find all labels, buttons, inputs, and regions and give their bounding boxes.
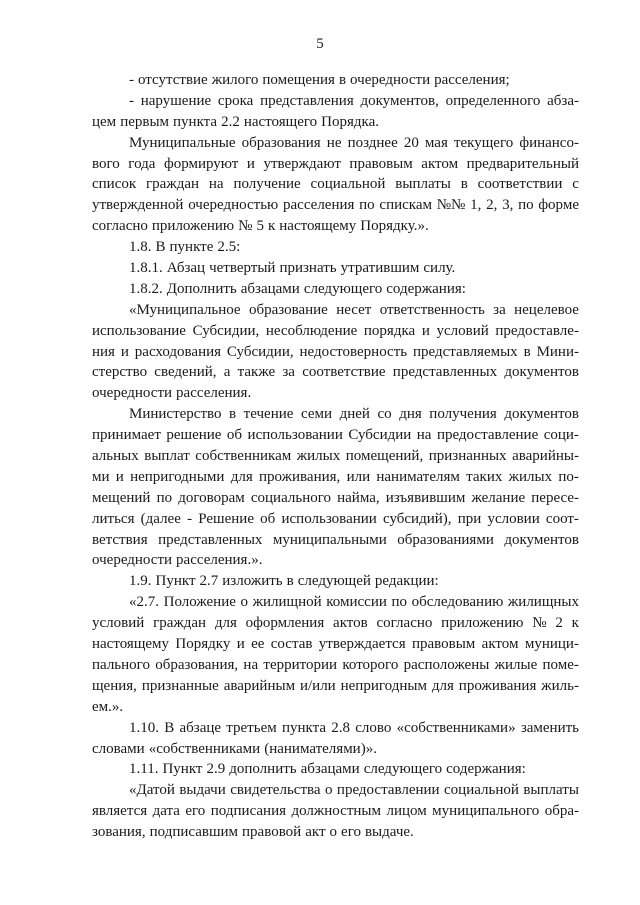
text-line: ем.». [92, 698, 124, 715]
text-line: условий граждан для оформления актов согласно приложению № 2 к [92, 615, 579, 632]
text-line: мещений по договорам социального найма, изъявившим желание пересе- [92, 489, 579, 506]
text-line: ния и расходования Субсидии, недостоверность представляемых в Мини- [92, 343, 579, 360]
text-line: очередности расселения.». [92, 552, 263, 569]
text-line: пального образования, на территории которого расположены жилые поме- [92, 656, 579, 673]
text-line: словами «собственниками (нанимателями)». [92, 740, 377, 757]
text-line: - нарушение срока представления документов, определенного абза- [129, 92, 579, 109]
text-line: использование Субсидии, несоблюдение порядка и условий предоставле- [92, 322, 579, 339]
text-line: настоящему Порядку и ее состав утверждается правовым актом муници- [92, 636, 579, 653]
text-line: - отсутствие жилого помещения в очередности расселения; [129, 72, 510, 88]
text-line: очередности расселения. [92, 385, 252, 402]
text-line: 1.8. В пункте 2.5: [129, 239, 241, 256]
text-line: зования, подписавшим правовой акт о его выдаче. [92, 824, 414, 841]
text-line: альных выплат собственникам жилых помещений, признанных аварийны- [92, 448, 579, 465]
text-line: Муниципальные образования не позднее 20 мая текущего финансо- [129, 134, 579, 151]
text-line: ветствия представленных муниципальными образованиями документов [92, 531, 579, 548]
text-line: «Муниципальное образование несет ответственность за нецелевое [129, 301, 579, 318]
text-line: «Датой выдачи свидетельства о предоставлении социальной выплаты [129, 782, 579, 799]
text-line: стерство сведений, а также за соответствие представленных документов [92, 364, 579, 381]
text-line: 1.11. Пункт 2.9 дополнить абзацами следующего содержания: [129, 761, 526, 778]
text-line: принимает решение об использовании Субсидии на предоставление соци- [92, 427, 579, 444]
text-line: утвержденной очередностью расселения по спискам №№ 1, 2, 3, по форме [92, 197, 579, 214]
document-body [92, 70, 579, 843]
page-number: 5 [316, 36, 324, 52]
text-line: вого года формируют и утверждают правовым актом предварительный [92, 155, 579, 172]
text-line: является дата его подписания должностным лицом муниципального обра- [92, 803, 579, 820]
text-line: литься (далее - Решение об использовании субсидий), при условии соот- [92, 510, 579, 527]
text-line: 1.9. Пункт 2.7 изложить в следующей редакции: [129, 573, 439, 590]
text-line: цем первым пункта 2.2 настоящего Порядка. [92, 113, 379, 130]
text-line: 1.8.1. Абзац четвертый признать утратившим силу. [129, 260, 456, 277]
text-line: 1.8.2. Дополнить абзацами следующего содержания: [129, 280, 466, 297]
text-line: ми и непригодными для проживания, или нанимателям таких жилых по- [92, 468, 579, 485]
text-line: «2.7. Положение о жилищной комиссии по обследованию жилищных [129, 594, 579, 611]
text-line: согласно приложению № 5 к настоящему Порядку.». [92, 218, 429, 235]
text-line: список граждан на получение социальной выплаты в соответствии с [92, 176, 579, 193]
text-line: Министерство в течение семи дней со дня получения документов [129, 406, 579, 423]
text-line: 1.10. В абзаце третьем пункта 2.8 слово «собственниками» заменить [129, 719, 579, 736]
text-line: щения, признанные аварийным и/или непригодным для проживания жиль- [92, 677, 579, 694]
